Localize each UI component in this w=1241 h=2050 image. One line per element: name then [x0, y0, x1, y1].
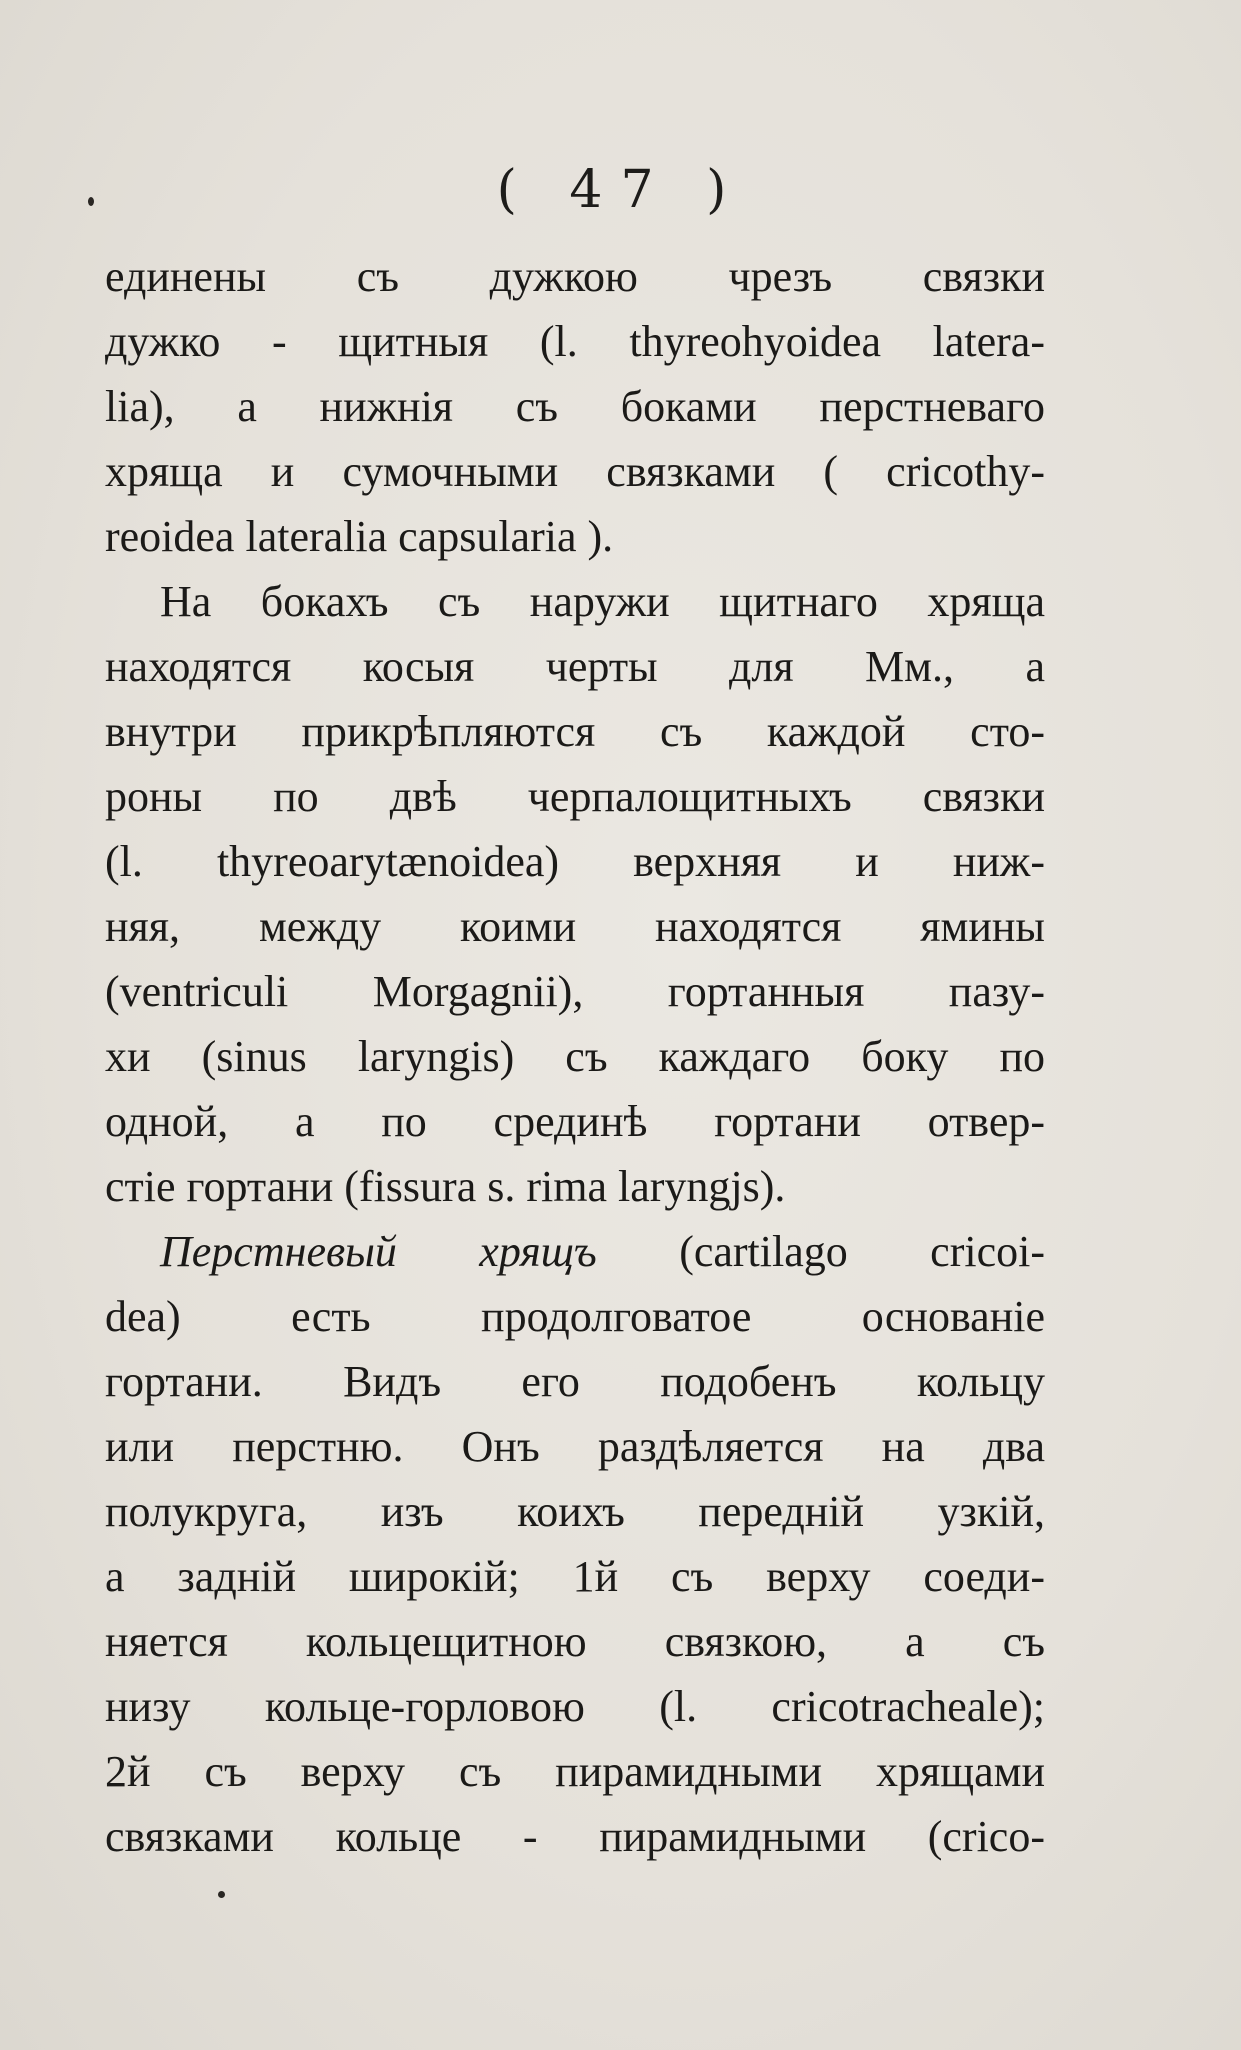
text-line: дужко - щитныя (l. thyreohyoidea latera-: [105, 317, 1045, 366]
term-heading: Перстневый хрящъ: [160, 1227, 597, 1276]
text-line: внутри прикрѣпляются съ каждой сто-: [105, 707, 1045, 756]
text-line: няется кольцещитною связкою, а съ: [105, 1617, 1045, 1666]
page-number: ( 47 ): [496, 160, 745, 220]
text-line: низу кольце-горловою (l. cricotracheale);: [105, 1682, 1045, 1731]
text-line: полукруга, изъ коихъ передній узкій,: [105, 1487, 1045, 1536]
text-line: (ventriculi Morgagnii), гортанныя пазу-: [105, 967, 1045, 1016]
text-line: единены съ дужкою чрезъ связки: [105, 252, 1045, 301]
text-line: роны по двѣ черпалощитныхъ связки: [105, 772, 1045, 821]
text-line: няя, между коими находятся ямины: [105, 902, 1045, 951]
text-line: (l. thyreoarytænoidea) верхняя и ниж-: [105, 837, 1045, 886]
text-line: а задній широкій; 1й съ верху соеди-: [105, 1552, 1045, 1601]
text-line: хряща и сумочными связками ( cricothy-: [105, 447, 1045, 496]
text-line: гортани. Видъ его подобенъ кольцу: [105, 1357, 1045, 1406]
text-line: находятся косыя черты для Мм., а: [105, 642, 1045, 691]
scan-speck: [218, 1891, 225, 1898]
text-line: одной, а по срединѣ гортани отвер-: [105, 1097, 1045, 1146]
text-fragment: (cartilago cricoi-: [679, 1227, 1045, 1276]
scan-speck: [88, 197, 94, 206]
text-line: reoidea lateralia capsularia ).: [105, 512, 614, 561]
text-line: [105, 1219, 1045, 1284]
text-line: стіе гортани (fissura s. rima laryngjs).: [105, 1162, 786, 1211]
text-line: связками кольце - пирамидными (crico-: [105, 1812, 1045, 1861]
text-line: 2й съ верху съ пирамидными хрящами: [105, 1747, 1045, 1796]
text-line: хи (sinus laryngis) съ каждаго боку по: [105, 1032, 1045, 1081]
text-line: dea) есть продолговатое основаніе: [105, 1292, 1045, 1341]
text-line: lia), а нижнія съ боками перстневаго: [105, 382, 1045, 431]
text-line: На бокахъ съ наружи щитнаго хряща: [160, 577, 1045, 626]
text-line: или перстню. Онъ раздѣляется на два: [105, 1422, 1045, 1471]
body-text: [105, 244, 1045, 1869]
